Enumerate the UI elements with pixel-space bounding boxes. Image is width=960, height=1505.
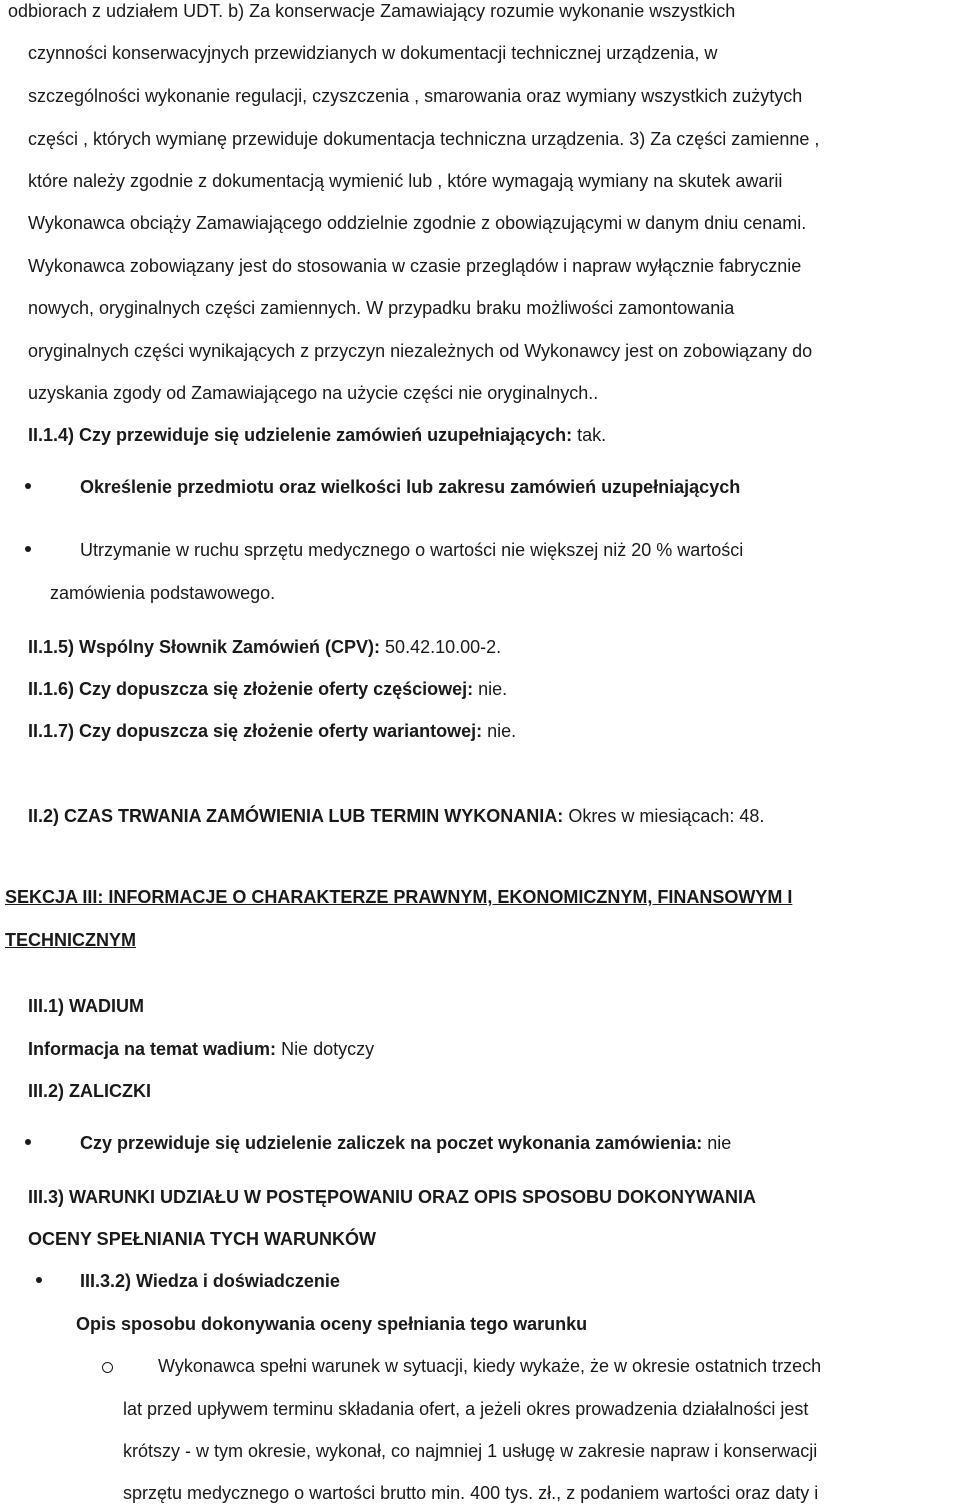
heading-iii-3-2: III.3.2) Wiedza i doświadczenie <box>80 1271 340 1291</box>
heading-iii-1: III.1) WADIUM <box>28 996 144 1016</box>
text-line: oryginalnych części wynikających z przyczyn niezależnych od Wykonawcy jest on zobowiązany do <box>28 341 813 361</box>
bullet-icon <box>25 1139 31 1145</box>
circle-bullet-icon <box>102 1362 113 1373</box>
value-ii-1-7: nie. <box>482 721 517 741</box>
condition-line: lat przed upływem terminu składania ofert, a jeżeli okres prowadzenia działalności jest <box>123 1399 809 1419</box>
condition-line: Wykonawca spełni warunek w sytuacji, kiedy wykaże, że w okresie ostatnich trzech <box>158 1356 822 1376</box>
text-line: Wykonawca zobowiązany jest do stosowania w czasie przeglądów i napraw wyłącznie fabrycznie <box>28 256 802 276</box>
assessment-description-heading: Opis sposobu dokonywania oceny spełniania tego warunku <box>76 1314 588 1334</box>
text-line: nowych, oryginalnych części zamiennych. W przypadku braku możliwości zamontowania <box>28 298 735 318</box>
heading-ii-1-5: II.1.5) Wspólny Słownik Zamówień (CPV): <box>28 637 381 657</box>
text-line: uzyskania zgody od Zamawiającego na użycie części nie oryginalnych.. <box>28 383 599 403</box>
text-line: części , których wymianę przewiduje dokumentacja techniczna urządzenia. 3) Za części zamienne , <box>28 129 820 149</box>
heading-ii-1-6: II.1.6) Czy dopuszcza się złożenie oferty częściowej: <box>28 679 474 699</box>
value-cpv: 50.42.10.00-2. <box>380 637 502 657</box>
value-ii-1-4: tak. <box>572 425 607 445</box>
text-line: czynności konserwacyjnych przewidzianych w dokumentacji technicznej urządzenia, w <box>28 43 718 63</box>
heading-iii-3-cont: OCENY SPEŁNIANIA TYCH WARUNKÓW <box>28 1229 377 1249</box>
heading-ii-1-4: II.1.4) Czy przewiduje się udzielenie zamówień uzupełniających: <box>28 425 573 445</box>
heading-ii-1-7: II.1.7) Czy dopuszcza się złożenie oferty wariantowej: <box>28 721 483 741</box>
advance-value: nie <box>702 1133 732 1153</box>
text-line: szczególności wykonanie regulacji, czyszczenia , smarowania oraz wymiany wszystkich zużytych <box>28 86 803 106</box>
heading-ii-2: II.2) CZAS TRWANIA ZAMÓWIENIA LUB TERMIN WYKONANIA: <box>28 806 564 826</box>
section-ii-2 <box>28 805 764 827</box>
section-ii-1-6 <box>28 678 507 700</box>
wadium-label: Informacja na temat wadium: <box>28 1039 277 1059</box>
section-ii-1-7 <box>28 720 516 742</box>
bullet-maintenance-value: Utrzymanie w ruchu sprzętu medycznego o wartości nie większej niż 20 % wartości <box>80 540 744 560</box>
section-iii-title-cont: TECHNICZNYM <box>5 930 136 950</box>
section-iii-title: SEKCJA III: INFORMACJE O CHARAKTERZE PRAWNYM, EKONOMICZNYM, FINANSOWYM I <box>5 887 793 907</box>
heading-iii-3: III.3) WARUNKI UDZIAŁU W POSTĘPOWANIU ORAZ OPIS SPOSOBU DOKONYWANIA <box>28 1187 757 1207</box>
text-line: Wykonawca obciąży Zamawiającego oddzielnie zgodnie z obowiązującymi w danym dniu cenami. <box>28 213 807 233</box>
value-duration: Okres w miesiącach: 48. <box>563 806 765 826</box>
heading-iii-2: III.2) ZALICZKI <box>28 1081 151 1101</box>
advance-payment-question <box>80 1132 731 1154</box>
bullet-icon <box>25 483 31 489</box>
condition-line: sprzętu medycznego o wartości brutto min. 400 tys. zł., z podaniem wartości oraz daty i <box>123 1483 819 1503</box>
bullet-maintenance-value-cont: zamówienia podstawowego. <box>50 583 276 603</box>
bullet-icon <box>36 1277 42 1283</box>
wadium-info <box>28 1038 374 1060</box>
value-ii-1-6: nie. <box>473 679 508 699</box>
section-ii-1-5 <box>28 636 501 658</box>
section-ii-1-4 <box>28 424 606 446</box>
advance-label: Czy przewiduje się udzielenie zaliczek na poczet wykonania zamówienia: <box>80 1133 703 1153</box>
bullet-icon <box>25 546 31 552</box>
condition-line: krótszy - w tym okresie, wykonał, co najmniej 1 usługę w zakresie napraw i konserwacji <box>123 1441 818 1461</box>
bullet-supplementary-scope: Określenie przedmiotu oraz wielkości lub zakresu zamówień uzupełniających <box>80 477 741 497</box>
wadium-value: Nie dotyczy <box>276 1039 375 1059</box>
text-line: które należy zgodnie z dokumentacją wymienić lub , które wymagają wymiany na skutek awarii <box>28 171 783 191</box>
text-line: odbiorach z udziałem UDT. b) Za konserwacje Zamawiający rozumie wykonanie wszystkich <box>8 1 736 21</box>
